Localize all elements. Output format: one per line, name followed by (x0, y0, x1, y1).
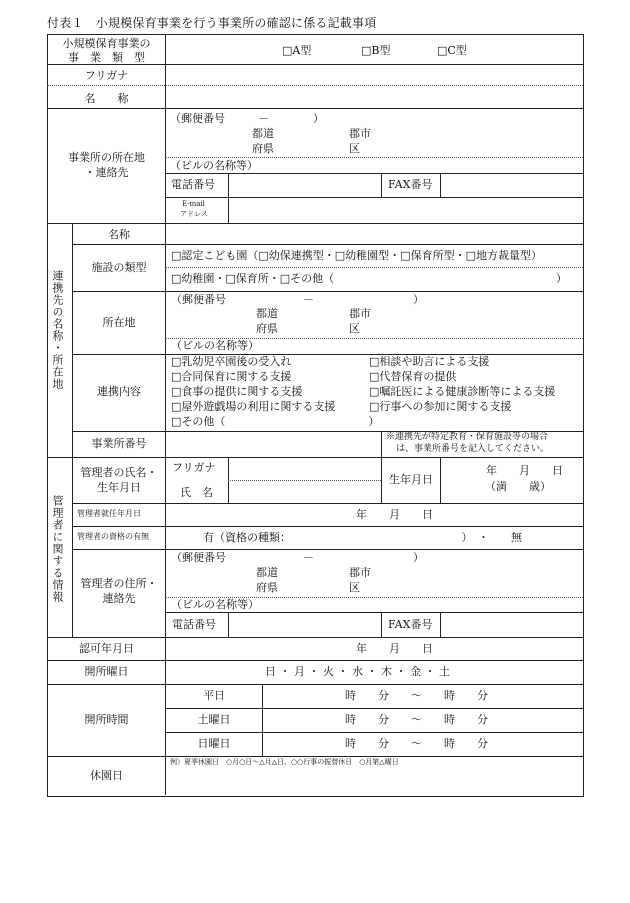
birth-label: 生年月日 (389, 473, 433, 486)
tel-label: 電話番号 (171, 178, 215, 191)
weekday-time[interactable]: 時 分 ～ 時 分 (345, 689, 488, 702)
content-item-left-5[interactable]: □その他（ ） (171, 415, 380, 428)
kanrisha-addr-label-2: 連絡先 (102, 592, 136, 605)
content-item-left-4[interactable]: □屋外遊戯場の利用に関する支援 (171, 400, 336, 413)
fuken-label: 府県 (252, 142, 274, 155)
number-note-1: ※連携先が特定教育・保育施設等の場合 (386, 432, 549, 442)
shi-label: 郡市 (349, 127, 371, 140)
facility-type-line-2[interactable]: □幼稚園・□保育所・□その他（ (171, 272, 335, 285)
kanrisha-building-field[interactable]: （ビルの名称等） (171, 598, 259, 611)
content-item-left-1[interactable]: □乳幼児卒園後の受入れ (171, 355, 292, 368)
saturday-label: 土曜日 (197, 713, 231, 726)
kyuenbi-example: 例）夏季休園日 ○月○日～△月△日、○○行事の振替休日 ○月第△曜日 (170, 758, 399, 766)
facility-type-line-1[interactable]: □認定こども園（□幼保連携型・□幼稚園型・□保育所型・□地方裁量型） (171, 249, 542, 262)
kaisho-youbi-value[interactable]: 日 ・ 月 ・ 火 ・ 水 ・ 木 ・ 金 ・ 土 (265, 665, 450, 678)
renkei-address-label: 所在地 (102, 316, 136, 329)
renkei-building-field[interactable]: （ビルの名称等） (171, 339, 259, 352)
furigana-label: フリガナ (84, 69, 129, 82)
content-item-right-3[interactable]: □嘱託医による健康診断等による支援 (369, 385, 556, 398)
start-date-value[interactable]: 年 月 日 (356, 508, 433, 521)
jigyo-ruikei-label-1: 小規模保育事業の (62, 37, 151, 50)
email-label-2: アドレス (180, 210, 208, 218)
facility-type-label: 施設の類型 (91, 261, 147, 274)
todo-label: 都道 (252, 127, 274, 140)
kanrisha-shimei: 氏 名 (180, 486, 213, 499)
content-item-left-3[interactable]: □食事の提供に関する支援 (171, 385, 303, 398)
renkei-fuken: 府県 (256, 322, 278, 335)
birth-value[interactable]: 年 月 日 (486, 464, 563, 477)
kanrisha-tel-label: 電話番号 (172, 618, 216, 631)
building-field[interactable]: （ビルの名称等） (170, 159, 258, 172)
qual-label: 管理者の資格の有無 (77, 532, 149, 541)
renkei-ku: 区 (349, 322, 360, 335)
kyuenbi-label: 休園日 (90, 769, 123, 782)
ninka-label: 認可年月日 (79, 642, 134, 655)
kanrisha-name-label-1: 管理者の氏名・ (80, 466, 158, 479)
content-item-left-2[interactable]: □合同保育に関する支援 (171, 370, 292, 383)
name-label: 名 称 (84, 92, 129, 105)
renkei-postal-field[interactable]: （郵便番号 － ） (171, 293, 424, 306)
facility-type-close: ） (556, 272, 567, 285)
type-b-checkbox[interactable]: □B型 (361, 44, 391, 57)
number-note-2: は、事業所番号を記入してください。 (396, 444, 550, 454)
renkei-shi: 郡市 (349, 307, 371, 320)
postal-code-field[interactable]: （郵便番号 － ） (170, 112, 324, 125)
kanrisha-side-label: 管理者に関する情報 (51, 495, 64, 603)
content-item-right-4[interactable]: □行事への参加に関する支援 (369, 400, 512, 413)
kanrisha-fax-label: FAX番号 (388, 618, 433, 631)
renkei-todo: 都道 (256, 307, 278, 320)
kaisho-youbi-label: 開所曜日 (84, 665, 129, 678)
renkei-name-label: 名称 (108, 228, 130, 241)
email-label-1: E-mail (182, 200, 205, 208)
kanrisha-postal-field[interactable]: （郵便番号 － ） (171, 551, 424, 564)
kaisho-jikan-label: 開所時間 (84, 713, 129, 726)
kanrisha-todo: 都道 (256, 566, 278, 579)
age-value[interactable]: （満 歳） (485, 480, 551, 493)
kanrisha-name-label-2: 生年月日 (97, 481, 141, 494)
ninka-value[interactable]: 年 月 日 (356, 642, 433, 655)
address-label-2: ・連絡先 (84, 166, 129, 179)
sunday-time[interactable]: 時 分 ～ 時 分 (345, 737, 488, 750)
sunday-label: 日曜日 (197, 737, 231, 750)
ku-label: 区 (349, 142, 360, 155)
saturday-time[interactable]: 時 分 ～ 時 分 (345, 713, 488, 726)
fax-label: FAX番号 (388, 178, 433, 191)
qual-value[interactable]: 有（資格の種類： ） ・ 無 (203, 531, 522, 544)
start-date-label: 管理者就任年月日 (77, 509, 141, 518)
address-label-1: 事業所の所在地 (68, 151, 145, 164)
content-item-right-2[interactable]: □代替保育の提供 (369, 370, 457, 383)
weekday-label: 平日 (203, 689, 225, 702)
jigyo-ruikei-label-2: 事 業 類 型 (68, 51, 145, 64)
content-item-right-1[interactable]: □相談や助言による支援 (369, 355, 490, 368)
type-c-checkbox[interactable]: □C型 (437, 44, 467, 57)
kanrisha-addr-label-1: 管理者の住所・ (80, 577, 158, 590)
kanrisha-fuken: 府県 (256, 581, 278, 594)
renkei-side-label: 連携先の名称・所在地 (51, 270, 64, 390)
kanrisha-ku: 区 (349, 581, 360, 594)
renkei-content-label: 連携内容 (97, 385, 141, 398)
form-title: 付表１ 小規模保育事業を行う事業所の確認に係る記載事項 (47, 16, 377, 30)
kanrisha-furigana: フリガナ (172, 461, 216, 474)
kanrisha-shi: 郡市 (349, 566, 371, 579)
type-a-checkbox[interactable]: □A型 (282, 44, 312, 57)
jigyosho-number-label: 事業所番号 (91, 437, 147, 450)
